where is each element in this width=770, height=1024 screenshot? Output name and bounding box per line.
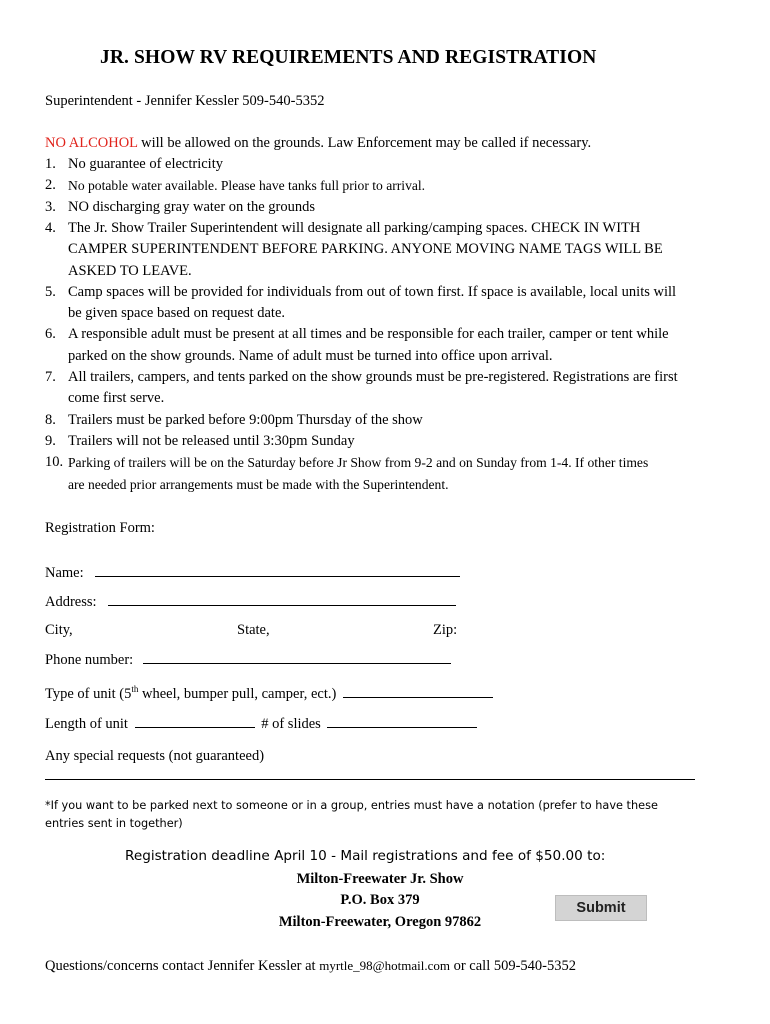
rule-text-line: All trailers, campers, and tents parked on the show grounds must be pre-registered. Registrations are first (68, 369, 678, 385)
unit-type-label-pre: Type of unit (5 (45, 685, 132, 702)
address-row (45, 593, 456, 611)
rule-number: 9. (45, 432, 56, 449)
rule-text-line: No guarantee of electricity (68, 156, 223, 172)
zip-label: Zip: (433, 622, 458, 638)
contact-text-post: or call 509-540-5352 (449, 958, 577, 974)
group-parking-note-line1: *If you want to be parked next to someone or in a group, entries must have a notation (prefer to have these (45, 799, 658, 812)
phone-input-line[interactable] (143, 651, 451, 664)
rule-number: 2. (45, 177, 56, 194)
phone-row (45, 651, 451, 669)
registration-deadline: Registration deadline April 10 - Mail registrations and fee of $50.00 to: (125, 848, 606, 864)
name-input-line[interactable] (95, 564, 460, 577)
city-label: City, (45, 622, 73, 638)
contact-text-pre: Questions/concerns contact Jennifer Kessler at (45, 958, 320, 974)
rule-number: 1. (45, 156, 56, 172)
length-label: Length of unit (45, 716, 128, 732)
address-input-line[interactable] (108, 593, 456, 606)
mail-address-line1: Milton-Freewater Jr. Show (296, 871, 464, 887)
rule-number: 4. (45, 219, 56, 236)
length-input-line[interactable] (135, 715, 255, 728)
submit-button[interactable]: Submit (555, 895, 647, 921)
rule-number: 10. (45, 454, 64, 471)
page-title: JR. SHOW RV REQUIREMENTS AND REGISTRATION (100, 47, 597, 68)
no-alcohol-highlight: NO ALCOHOL (45, 135, 138, 151)
slides-label: # of slides (261, 716, 321, 732)
registration-form-heading: Registration Form: (45, 520, 155, 536)
rule-text-line: Trailers must be parked before 9:00pm Thursday of the show (68, 411, 423, 428)
rule-text-line: are needed prior arrangements must be made with the Superintendent. (68, 476, 449, 492)
state-label: State, (237, 622, 270, 638)
name-row (45, 564, 460, 582)
rule-text-line: Trailers will not be released until 3:30pm Sunday (68, 432, 355, 449)
name-label: Name: (45, 565, 84, 581)
group-parking-note-line2: entries sent in together) (45, 817, 183, 830)
rule-text-line: come first serve. (68, 390, 165, 407)
unit-type-input-line[interactable] (343, 685, 493, 698)
rule-text-line: Camp spaces will be provided for individuals from out of town first. If space is available, local units will (68, 283, 677, 300)
rule-number: 5. (45, 283, 56, 300)
mail-address-line3: Milton-Freewater, Oregon 97862 (278, 914, 482, 930)
rule-number: 6. (45, 326, 56, 343)
phone-label: Phone number: (45, 652, 134, 668)
rule-text-line: No potable water available. Please have tanks full prior to arrival. (68, 178, 426, 194)
unit-type-sup: th (131, 684, 139, 694)
rule-number: 3. (45, 198, 56, 215)
unit-type-label-post: wheel, bumper pull, camper, ect.) (138, 685, 337, 702)
rule-text-line: NO discharging gray water on the grounds (68, 198, 315, 215)
rule-text-line: The Jr. Show Trailer Superintendent will designate all parking/camping spaces. CHECK IN WITH (68, 219, 641, 236)
special-requests-label: Any special requests (not guaranteed) (45, 748, 265, 764)
rule-text-line: A responsible adult must be present at all times and be responsible for each trailer, camper or tent while (68, 326, 669, 343)
slides-input-line[interactable] (327, 715, 477, 728)
rule-number: 8. (45, 411, 56, 428)
rule-text-line: ASKED TO LEAVE. (68, 262, 192, 279)
address-label: Address: (45, 594, 97, 610)
rule-text-line: parked on the show grounds. Name of adult must be turned into office upon arrival. (68, 347, 553, 364)
contact-line (45, 957, 576, 975)
contact-email-link[interactable]: myrtle_98@hotmail.com (319, 958, 450, 973)
rule-number: 7. (45, 369, 56, 385)
alcohol-notice-text: will be allowed on the grounds. Law Enforcement may be called if necessary. (137, 135, 592, 151)
rule-text-line: CAMPER SUPERINTENDENT BEFORE PARKING. ANYONE MOVING NAME TAGS WILL BE (68, 241, 663, 258)
unit-type-row (45, 681, 493, 703)
length-row (45, 715, 477, 733)
special-requests-input-line[interactable] (45, 779, 695, 780)
rule-text-line: be given space based on request date. (68, 305, 286, 322)
rule-text-line: Parking of trailers will be on the Saturday before Jr Show from 9-2 and on Sunday from 1-4. If other times (68, 455, 649, 471)
alcohol-notice (45, 135, 591, 152)
mail-address-line2: P.O. Box 379 (340, 892, 420, 908)
superintendent-line: Superintendent - Jennifer Kessler 509-540-5352 (45, 93, 325, 109)
